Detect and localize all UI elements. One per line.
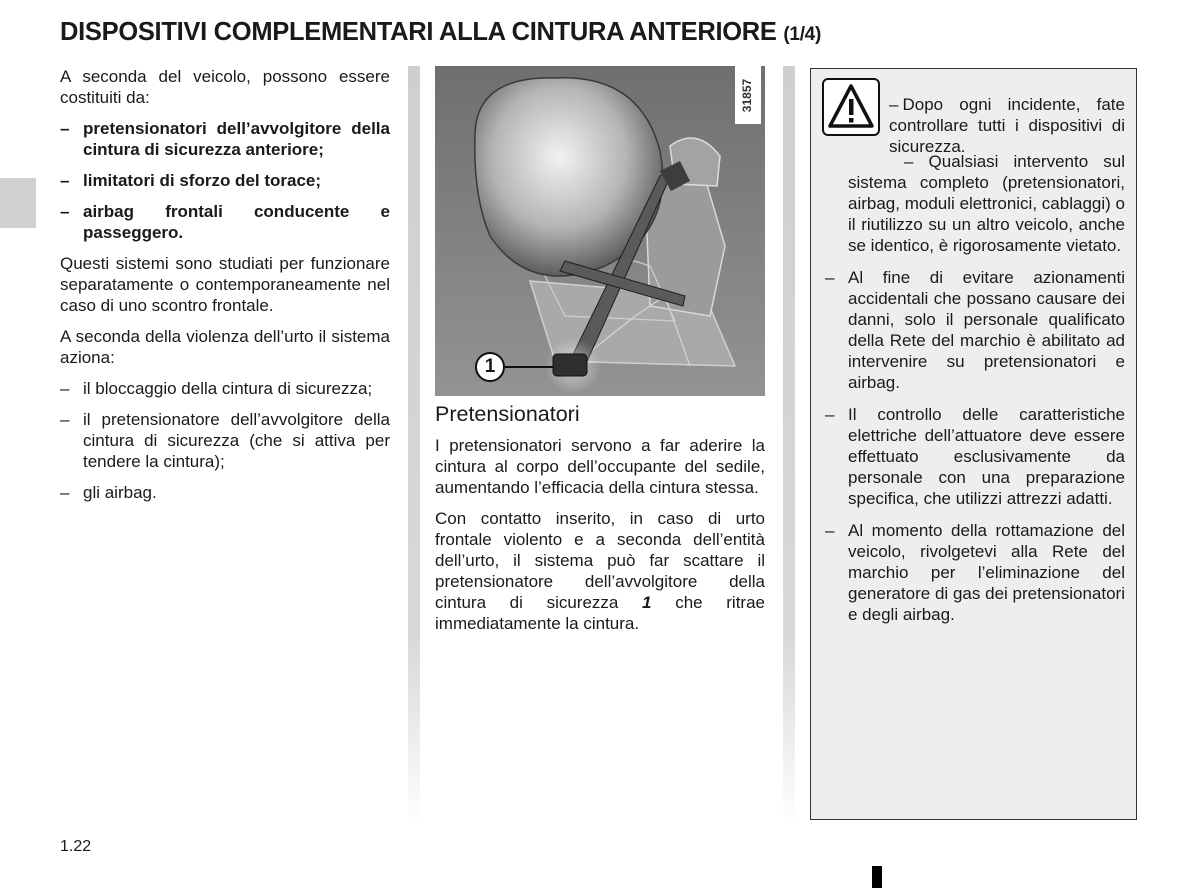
seat-airbag-drawing [435, 66, 765, 396]
list-item: – limitatori di sforzo del torace; [60, 170, 390, 191]
column-divider-right [783, 66, 795, 826]
list-item: – Al fine di evitare azionamenti accidentali che possano causare dei danni, solo il personale qualificato della Rete del marchio è abilitato ad intervenire su pretensionatori e airbag. [825, 267, 1125, 393]
warning-first-item [889, 94, 1125, 157]
pretensioner-paragraph: I pretensionatori servono a far aderire la cintura al corpo dell’occupante del sedile, aumentando l’efficacia della cintura stessa. [435, 436, 765, 497]
actions-list [60, 378, 390, 503]
page-number: 1.22 [60, 838, 92, 855]
list-item: – il bloccaggio della cintura di sicurezza; [60, 378, 390, 399]
warning-items [825, 151, 1125, 636]
callout-marker: 1 [475, 352, 505, 382]
page-corner-mark [872, 866, 882, 888]
intro-paragraph: A seconda del veicolo, possono essere costituiti da: [60, 67, 390, 107]
list-item: – airbag frontali conducente e passeggero. [60, 201, 390, 243]
warning-list [825, 267, 1125, 625]
warning-box [810, 68, 1137, 820]
list-item: – Il controllo delle caratteristiche elettriche dell’attuatore deve essere effettuato esclusivamente da personale con una preparazione specifica, che utilizzi attrezzi adatti. [825, 404, 1125, 509]
systems-list [60, 118, 390, 243]
paragraph-text: Con contatto inserito, in caso di urto frontale violento e a seconda dell’entità dell’urto, il sistema può far scattare il pretensionatore dell’avvolgitore della cintura di sicurezza [435, 509, 765, 612]
impact-paragraph: A seconda della violenza dell’urto il sistema aziona: [60, 327, 390, 367]
warning-second-item: – Qualsiasi intervento sul sistema completo (pretensionatori, airbag, moduli elettronici, cablaggi) o il riutilizzo su un altro veicolo, anche se identico, è rigorosamente vietato. [848, 152, 1125, 255]
chapter-side-tab [0, 178, 36, 228]
list-item: – Al momento della rottamazione del veicolo, rivolgetevi alla Rete del marchio per l’eliminazione del generatore di gas dei pretensionatori e degli airbag. [825, 520, 1125, 625]
middle-column [435, 66, 765, 644]
list-item: – gli airbag. [60, 482, 390, 503]
warning-text: Dopo ogni incidente, fate controllare tutti i dispositivi di sicurezza. [889, 95, 1125, 156]
page-title-text: DISPOSITIVI COMPLEMENTARI ALLA CINTURA ANTERIORE [60, 18, 777, 46]
list-item: – il pretensionatore dell’avvolgitore della cintura di sicurezza (che si attiva per tendere la cintura); [60, 409, 390, 472]
left-column [60, 66, 390, 513]
paragraph-text: che ritrae immediatamente la cintura. [435, 593, 765, 633]
systems-paragraph: Questi sistemi sono studiati per funzionare separatamente o contemporaneamente nel caso di uno scontro frontale. [60, 254, 390, 315]
component-reference: 1 [642, 593, 652, 612]
pretensioner-activation-paragraph [435, 508, 765, 634]
figure-reference-number: 31857 [735, 66, 761, 124]
pretensioner-illustration [435, 66, 765, 396]
callout-leader-line [505, 366, 553, 368]
list-item: – pretensionatori dell’avvolgitore della cintura di sicurezza anteriore; [60, 118, 390, 160]
dash: – [889, 95, 899, 114]
page-title-part: (1/4) [783, 24, 821, 45]
section-title: Pretensionatori [435, 402, 580, 426]
page-title [60, 18, 821, 47]
column-divider-left [408, 66, 420, 826]
warning-triangle-icon [822, 78, 880, 136]
